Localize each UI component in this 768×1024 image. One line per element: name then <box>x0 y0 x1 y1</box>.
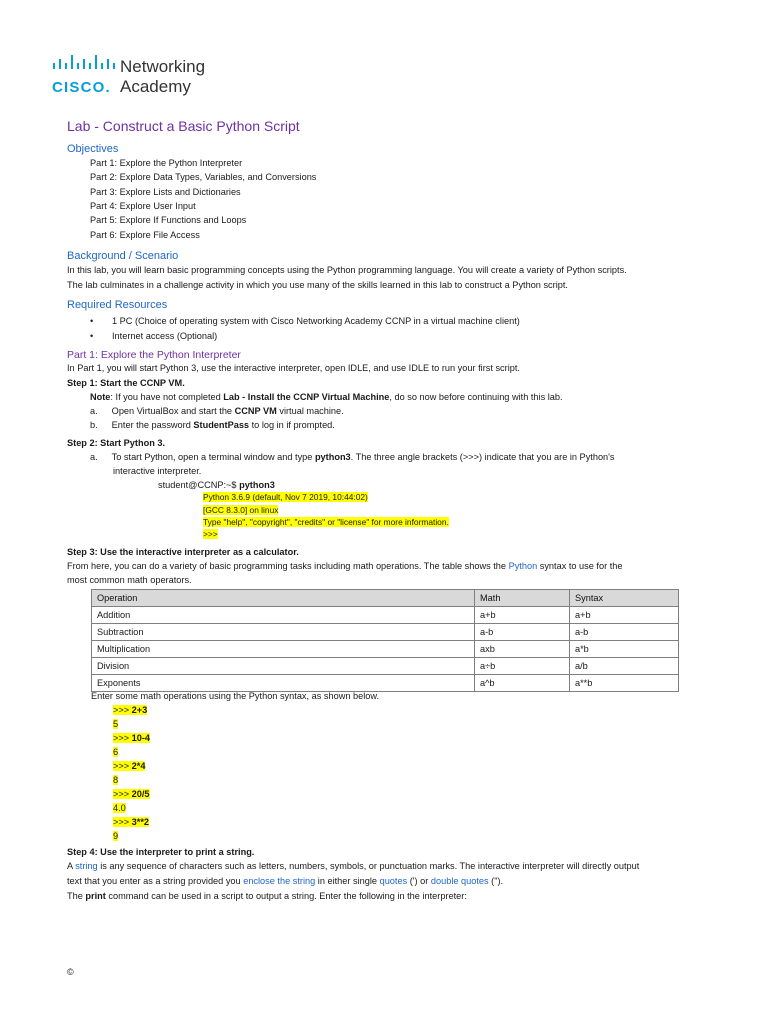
step4-line: text that you enter as a string provided you enclose the string in either single quotes (') or double quotes ("). <box>67 876 504 886</box>
terminal-output-line: Python 3.6.9 (default, Nov 7 2019, 10:44:02) <box>203 492 368 502</box>
table-cell: axb <box>475 641 570 658</box>
step1-item-b: b. Enter the password StudentPass to log in if prompted. <box>90 420 335 430</box>
step3-title: Step 3: Use the interactive interpreter as a calculator. <box>67 547 299 557</box>
cisco-logo <box>52 54 252 100</box>
objective-item: Part 6: Explore File Access <box>90 230 200 240</box>
part1-heading: Part 1: Explore the Python Interpreter <box>67 349 241 361</box>
interpreter-result: 6 <box>113 747 119 757</box>
objective-item: Part 3: Explore Lists and Dictionaries <box>90 187 241 197</box>
interpreter-input: >>> 10-4 <box>113 733 151 743</box>
step2-item-a-cont: interactive interpreter. <box>113 466 202 476</box>
math-operators-table <box>91 589 679 692</box>
interpreter-input: >>> 20/5 <box>113 789 150 799</box>
table-row <box>92 658 679 675</box>
column-header: Syntax <box>570 590 679 607</box>
terminal-output-line: [GCC 8.3.0] on linux <box>203 505 279 515</box>
install-lab-link[interactable]: Lab - Install the CCNP Virtual Machine <box>223 392 390 402</box>
copyright-symbol: © <box>67 967 74 977</box>
table-cell: Addition <box>92 607 475 624</box>
cisco-bridge-icon <box>52 54 116 74</box>
step3-desc-cont: most common math operators. <box>67 575 192 585</box>
table-row <box>92 641 679 658</box>
resources-heading: Required Resources <box>67 299 168 311</box>
resource-item: • 1 PC (Choice of operating system with Cisco Networking Academy CCNP in a virtual machine client) <box>90 315 520 327</box>
background-heading: Background / Scenario <box>67 250 179 262</box>
table-cell: a-b <box>570 624 679 641</box>
table-cell: Multiplication <box>92 641 475 658</box>
table-cell: Exponents <box>92 675 475 692</box>
table-row <box>92 675 679 692</box>
interpreter-input: >>> 3**2 <box>113 817 150 827</box>
table-cell: a÷b <box>475 658 570 675</box>
logo-academy: Academy <box>120 77 191 96</box>
step4-line: A string is any sequence of characters such as letters, numbers, symbols, or punctuation marks. The interactive interpreter will directly output <box>67 861 640 871</box>
objectives-heading: Objectives <box>67 143 119 155</box>
page-title: Lab - Construct a Basic Python Script <box>67 118 300 134</box>
python-link[interactable]: Python <box>508 561 538 571</box>
step1-note: Note: If you have not completed Lab - Install the CCNP Virtual Machine, do so now before continuing with this lab. <box>90 392 563 402</box>
interpreter-result: 4.0 <box>113 803 126 813</box>
interpreter-result: 8 <box>113 775 119 785</box>
step1-item-a: a. Open VirtualBox and start the CCNP VM virtual machine. <box>90 406 344 416</box>
step2-title: Step 2: Start Python 3. <box>67 438 166 448</box>
objective-item: Part 5: Explore If Functions and Loops <box>90 215 247 225</box>
interpreter-input: >>> 2*4 <box>113 761 146 771</box>
background-text-line: In this lab, you will learn basic programming concepts using the Python programming language. You will create a variety of Python scripts. <box>67 265 627 275</box>
table-cell: a-b <box>475 624 570 641</box>
table-cell: a+b <box>475 607 570 624</box>
table-row <box>92 624 679 641</box>
objective-item: Part 2: Explore Data Types, Variables, and Conversions <box>90 172 317 182</box>
logo-brand: CISCO. <box>52 79 111 96</box>
table-header-row <box>92 590 679 607</box>
double-quotes-link[interactable]: double quotes <box>430 876 489 886</box>
column-header: Operation <box>92 590 475 607</box>
objective-item: Part 4: Explore User Input <box>90 201 196 211</box>
step1-title: Step 1: Start the CCNP VM. <box>67 378 185 388</box>
interpreter-result: 5 <box>113 719 119 729</box>
table-cell: a**b <box>570 675 679 692</box>
logo-networking: Networking <box>120 57 206 76</box>
terminal-prompt: student@CCNP:~$ python3 <box>158 480 275 490</box>
table-row <box>92 607 679 624</box>
resource-item: • Internet access (Optional) <box>90 330 217 342</box>
table-cell: a/b <box>570 658 679 675</box>
column-header: Math <box>475 590 570 607</box>
enclose-string-link[interactable]: enclose the string <box>243 876 316 886</box>
interpreter-input: >>> 2+3 <box>113 705 148 715</box>
step3-enter-text: Enter some math operations using the Python syntax, as shown below. <box>91 691 380 701</box>
table-cell: Division <box>92 658 475 675</box>
step4-line: The print command can be used in a script to output a string. Enter the following in the interpreter: <box>67 891 467 901</box>
background-text-line: The lab culminates in a challenge activity in which you use many of the skills learned in this lab to construct a Python script. <box>67 280 568 290</box>
quotes-link[interactable]: quotes <box>379 876 408 886</box>
terminal-output-line: Type "help", "copyright", "credits" or "license" for more information. <box>203 517 449 527</box>
string-link[interactable]: string <box>75 861 98 871</box>
table-cell: Subtraction <box>92 624 475 641</box>
terminal-output-line: >>> <box>203 529 218 539</box>
table-cell: a+b <box>570 607 679 624</box>
objective-item: Part 1: Explore the Python Interpreter <box>90 158 243 168</box>
table-cell: a^b <box>475 675 570 692</box>
step2-item-a: a. To start Python, open a terminal window and type python3. The three angle brackets (>>>) indicate that you are in Python's <box>90 452 615 462</box>
part1-intro: In Part 1, you will start Python 3, use the interactive interpreter, open IDLE, and use IDLE to run your first script. <box>67 363 520 373</box>
interpreter-result: 9 <box>113 831 119 841</box>
table-cell: a*b <box>570 641 679 658</box>
step4-title: Step 4: Use the interpreter to print a string. <box>67 847 255 857</box>
step3-desc: From here, you can do a variety of basic programming tasks including math operations. The table shows the Python syntax to use for the <box>67 561 623 571</box>
